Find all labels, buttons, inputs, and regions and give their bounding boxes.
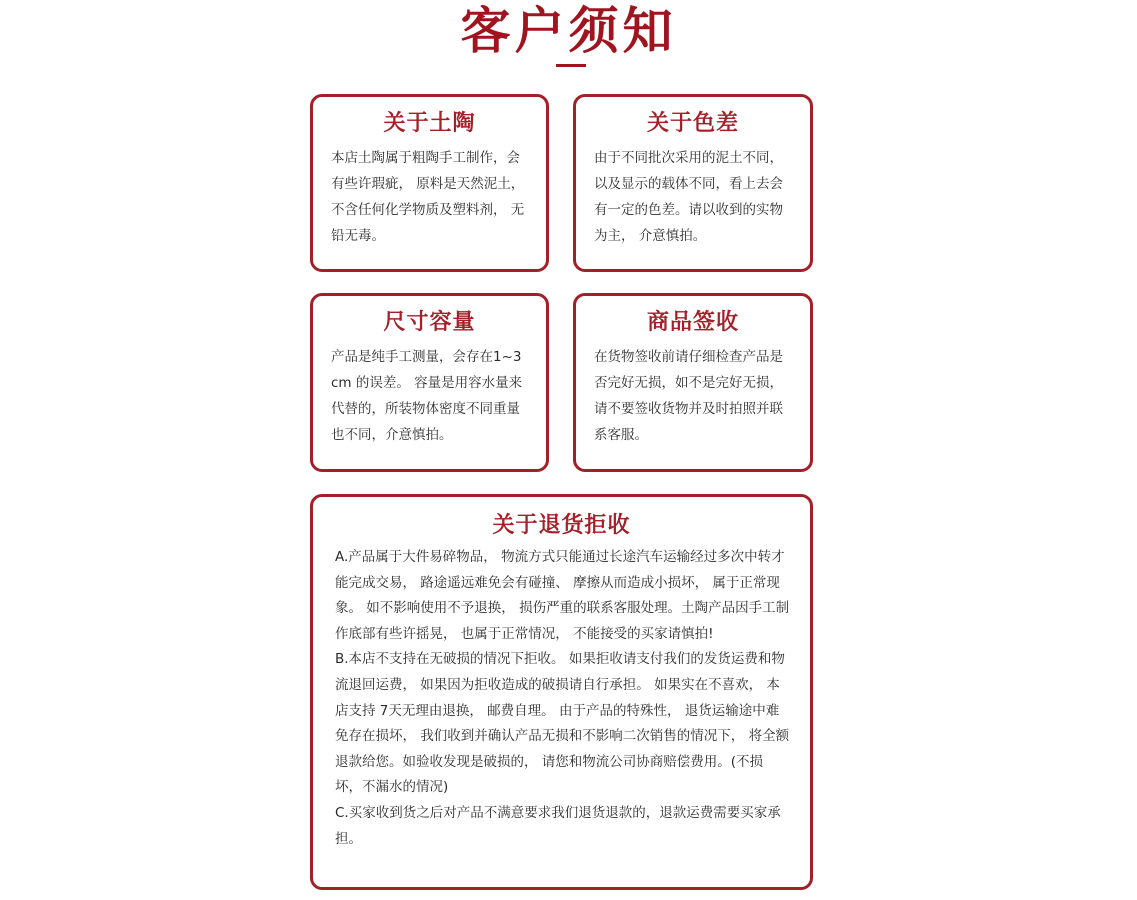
card-title: 关于土陶 xyxy=(383,111,476,136)
card-returns-refusal xyxy=(310,494,813,890)
card-about-clay xyxy=(310,94,549,272)
card-body: 在货物签收前请仔细检查产品是否完好无损，如不是完好无损，请不要签收货物并及时拍照并联系客服。 xyxy=(594,349,783,443)
title-underline xyxy=(556,64,586,67)
card-body: 本店土陶属于粗陶手工制作，会有些许瑕疵， 原料是天然泥土，不含任何化学物质及塑料剂， 无铅无毒。 xyxy=(331,150,525,244)
card-body: 产品是纯手工测量，会存在1~3cm 的误差。 容量是用容水量来代替的，所装物体密度不同重量也不同，介意慎拍。 xyxy=(331,349,523,443)
card-body: 由于不同批次采用的泥土不同，以及显示的载体不同，看上去会有一定的色差。请以收到的实物为主， 介意慎拍。 xyxy=(594,150,783,244)
returns-paragraph-a: A.产品属于大件易碎物品， 物流方式只能通过长途汽车运输经过多次中转才能完成交易， 路途遥远难免会有碰撞、 摩擦从而造成小损坏， 属于正常现象。 如不影响使用不予退换， 损伤严重的联系客服处理。土陶产品因手工制作底部有些许摇晃， 也属于正常情况， 不能接受的买家请慎拍! xyxy=(335,549,790,642)
returns-paragraph-c: C.买家收到货之后对产品不满意要求我们退货退款的，退款运费需要买家承担。 xyxy=(335,804,781,847)
card-about-color-difference xyxy=(573,94,813,272)
card-title: 关于色差 xyxy=(646,111,739,136)
card-title: 关于退货拒收 xyxy=(492,513,631,538)
page-title: 客户须知 xyxy=(460,1,677,60)
card-title: 商品签收 xyxy=(646,310,739,335)
returns-paragraph-b: B.本店不支持在无破损的情况下拒收。 如果拒收请支付我们的发货运费和物流退回运费， 如果因为拒收造成的破损请自行承担。 如果实在不喜欢， 本店支持 7天无理由退换， 邮费自理。 由于产品的特殊性， 退货运输途中难免存在损坏， 我们收到并确认产品无损和不影响二次销售的情况下， 将全额退款给您。如验收发现是破损的， 请您和物流公司协商赔偿费用。(不损坏，不漏水的情况) xyxy=(335,651,790,796)
card-goods-receipt xyxy=(573,293,813,472)
card-body xyxy=(313,541,810,852)
card-size-capacity xyxy=(310,293,549,472)
card-title: 尺寸容量 xyxy=(383,310,476,335)
